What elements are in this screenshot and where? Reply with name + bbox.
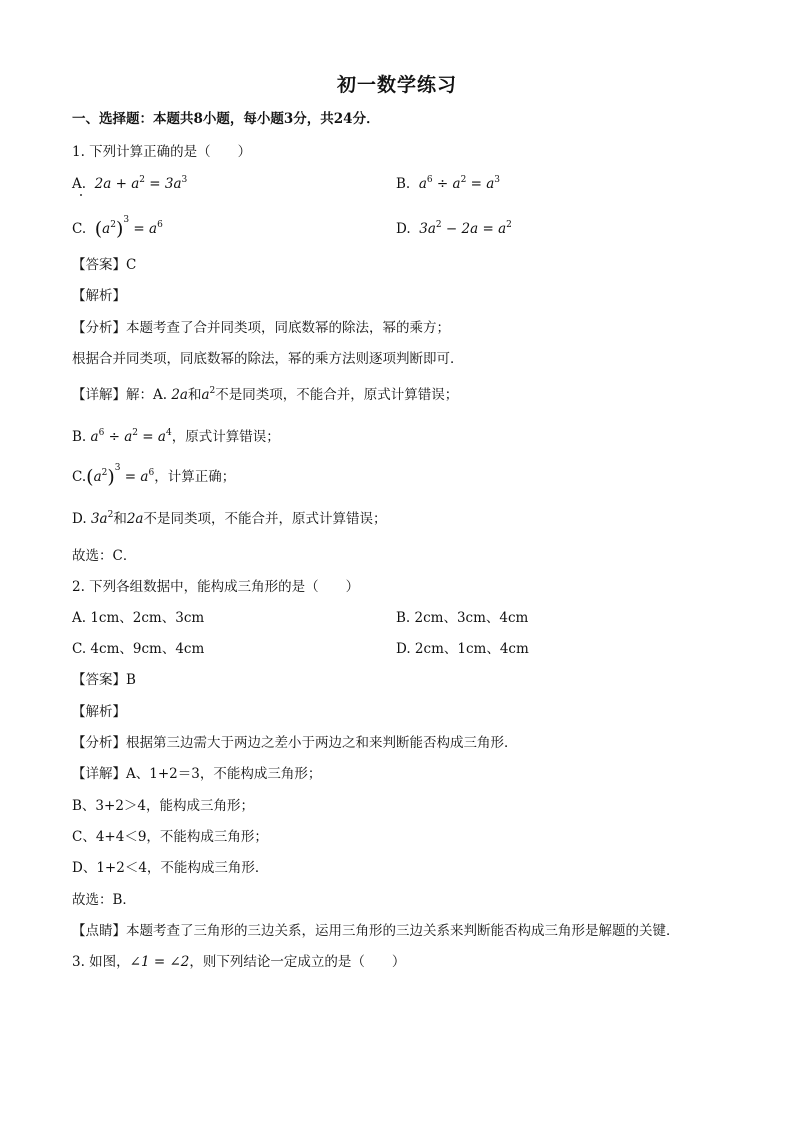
q1-option-c: C. $(a^2)^3 = a^6$ xyxy=(72,215,163,240)
question-2-stem: 2. 下列各组数据中，能构成三角形的是（ ） xyxy=(72,579,360,595)
stray-dot xyxy=(80,194,82,196)
page-title: 初一数学练习 xyxy=(336,74,457,96)
q2-xiangjie-3: C、4+4＜9，不能构成三角形； xyxy=(72,829,268,845)
question-1-stem: 1. 下列计算正确的是（ ） xyxy=(72,144,252,160)
q2-guxuan: 故选：B． xyxy=(72,892,136,908)
q1-guxuan: 故选：C． xyxy=(72,548,137,564)
q2-xiangjie-1: 【详解】A、1+2＝3，不能构成三角形； xyxy=(72,766,322,782)
q2-option-d: D. 2cm、1cm、4cm xyxy=(396,641,529,657)
q1-option-d: D. $3a^2 - 2a = a^2$ xyxy=(396,220,512,237)
question-3-stem: 3. 如图，∠1 = ∠2，则下列结论一定成立的是（ ） xyxy=(72,954,406,970)
q1-jiexi: 【解析】 xyxy=(72,288,126,304)
q2-answer: 【答案】B xyxy=(72,672,136,688)
q2-xiangjie-2: B、3+2＞4，能构成三角形； xyxy=(72,798,254,814)
q2-fenxi: 【分析】根据第三边需大于两边之差小于两边之和来判断能否构成三角形． xyxy=(72,735,518,751)
q1-xiangjie-c: $C.(a^2)^3 = a^6$，计算正确； xyxy=(72,463,236,488)
q1-xiangjie-d: D. $3a^2$和2a不是同类项，不能合并，原式计算错误； xyxy=(72,510,387,527)
q1-fenxi-2: 根据合并同类项，同底数幂的除法，幂的乘方法则逐项判断即可． xyxy=(72,351,464,367)
q1-xiangjie-b: B. $a^6 \div a^2 = a^4$，原式计算错误； xyxy=(72,428,280,445)
q1-fenxi: 【分析】本题考查了合并同类项，同底数幂的除法，幂的乘方； xyxy=(72,320,450,336)
q2-option-a: A. 1cm、2cm、3cm xyxy=(72,610,205,626)
section-heading: 一、选择题：本题共8小题，每小题3分，共24分． xyxy=(72,111,380,127)
q1-xiangjie-a: 【详解】解：A. 2a和$a^2$不是同类项，不能合并，原式计算错误； xyxy=(72,386,459,403)
q1-option-a: A. $2a + a^2 = 3a^3$ xyxy=(72,175,188,192)
q2-option-b: B. 2cm、3cm、4cm xyxy=(396,610,529,626)
q2-option-c: C. 4cm、9cm、4cm xyxy=(72,641,205,657)
q1-option-b: B. $a^6 \div a^2 = a^3$ xyxy=(396,175,501,192)
q2-xiangjie-4: D、1+2＜4，不能构成三角形． xyxy=(72,860,269,876)
q2-jiexi: 【解析】 xyxy=(72,704,126,720)
q1-answer: 【答案】C xyxy=(72,257,137,273)
q2-dianjing: 【点睛】本题考查了三角形的三边关系，运用三角形的三边关系来判断能否构成三角形是解题的关键． xyxy=(72,923,680,939)
